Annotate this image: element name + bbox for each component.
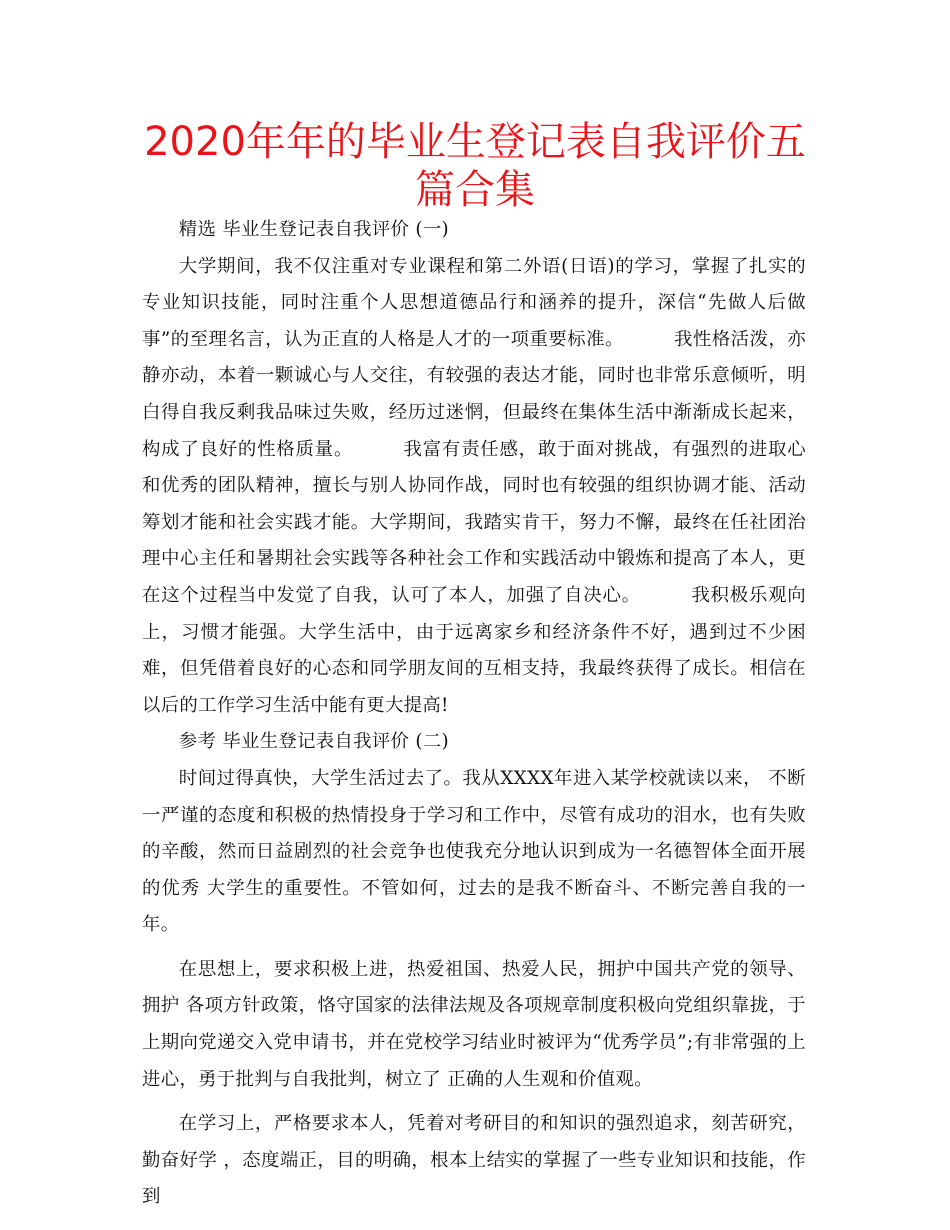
section-2-paragraph-2: 在思想上，要求积极上进，热爱祖国、热爱人民，拥护中国共产党的领导、拥护 各项方针政策，恪守国家的法律法规及各项规章制度积极向党组织靠拢，于上期向党递交入党申请书，并在党校学习结业时被评为“优秀学员”;有非常强的上进心，勇于批判与自我批判，树立了 正确的人生观和价值观。 bbox=[142, 958, 806, 1090]
section-1-text-part-3: 我富有责任感，敢于面对挑战，有强烈的进取心和优秀的团队精神，擅长与别人协同作战，同时也有较强的组织协调才能、活动筹划才能和社会实践才能。大学期间，我踏实肯干，努力不懈，最终在任社团治理中心主任和暑期社会实践等各种社会工作和实践活动中锻炼和提高了本人，更在这个过程当中发觉了自我，认可了本人，加强了自决心。 bbox=[142, 438, 806, 606]
section-1-paragraph bbox=[142, 249, 806, 725]
section-1-text-part-4: 我积极乐观向上，习惯才能强。大学生活中，由于远离家乡和经济条件不好，遇到过不少困难，但凭借着良好的心态和同学朋友间的互相支持，我最终获得了成长。相信在以后的工作学习生活中能有更大提高! bbox=[142, 584, 806, 716]
document-title: 2020年年的毕业生登记表自我评价五篇合集 bbox=[144, 119, 806, 213]
section-heading-1: 精选 毕业生登记表自我评价 (一) bbox=[178, 219, 450, 240]
section-heading-2: 参考 毕业生登记表自我评价 (二) bbox=[178, 731, 450, 753]
document-body bbox=[142, 212, 806, 1216]
section-1-text-part-2: 我性格活泼，亦静亦动，本着一颗诚心与人交往，有较强的表达才能，同时也非常乐意倾听，明白得自我反剩我品味过失败，经历过迷惘，但最终在集体生活中渐渐成长起来，构成了良好的性格质量。 bbox=[142, 328, 806, 460]
section-2-paragraph-1: 时间过得真快，大学生活过去了。我从XXXX年进入某学校就读以来， 不断一严谨的态度和积极的热情投身于学习和工作中，尽管有成功的泪水，也有失败的辛酸，然而日益剧烈的社会竞争也使我充分地认识到成为一名德智体全面开展的优秀 大学生的重要性。不管如何，过去的是我不断奋斗、不断完善自我的一年。 bbox=[142, 767, 806, 936]
section-2-paragraph-3: 在学习上，严格要求本人，凭着对考研目的和知识的强烈追求，刻苦研究，勤奋好学 ，态度端正，目的明确，根本上结实的掌握了一些专业知识和技能，作到 bbox=[142, 1113, 806, 1208]
section-1-text-part-1: 大学期间，我不仅注重对专业课程和第二外语(日语)的学习，掌握了扎实的专业知识技能，同时注重个人思想道德品行和涵养的提升，深信“先做人后做事”的至理名言，认为正直的人格是人才的一项重要标准。 bbox=[142, 255, 806, 350]
